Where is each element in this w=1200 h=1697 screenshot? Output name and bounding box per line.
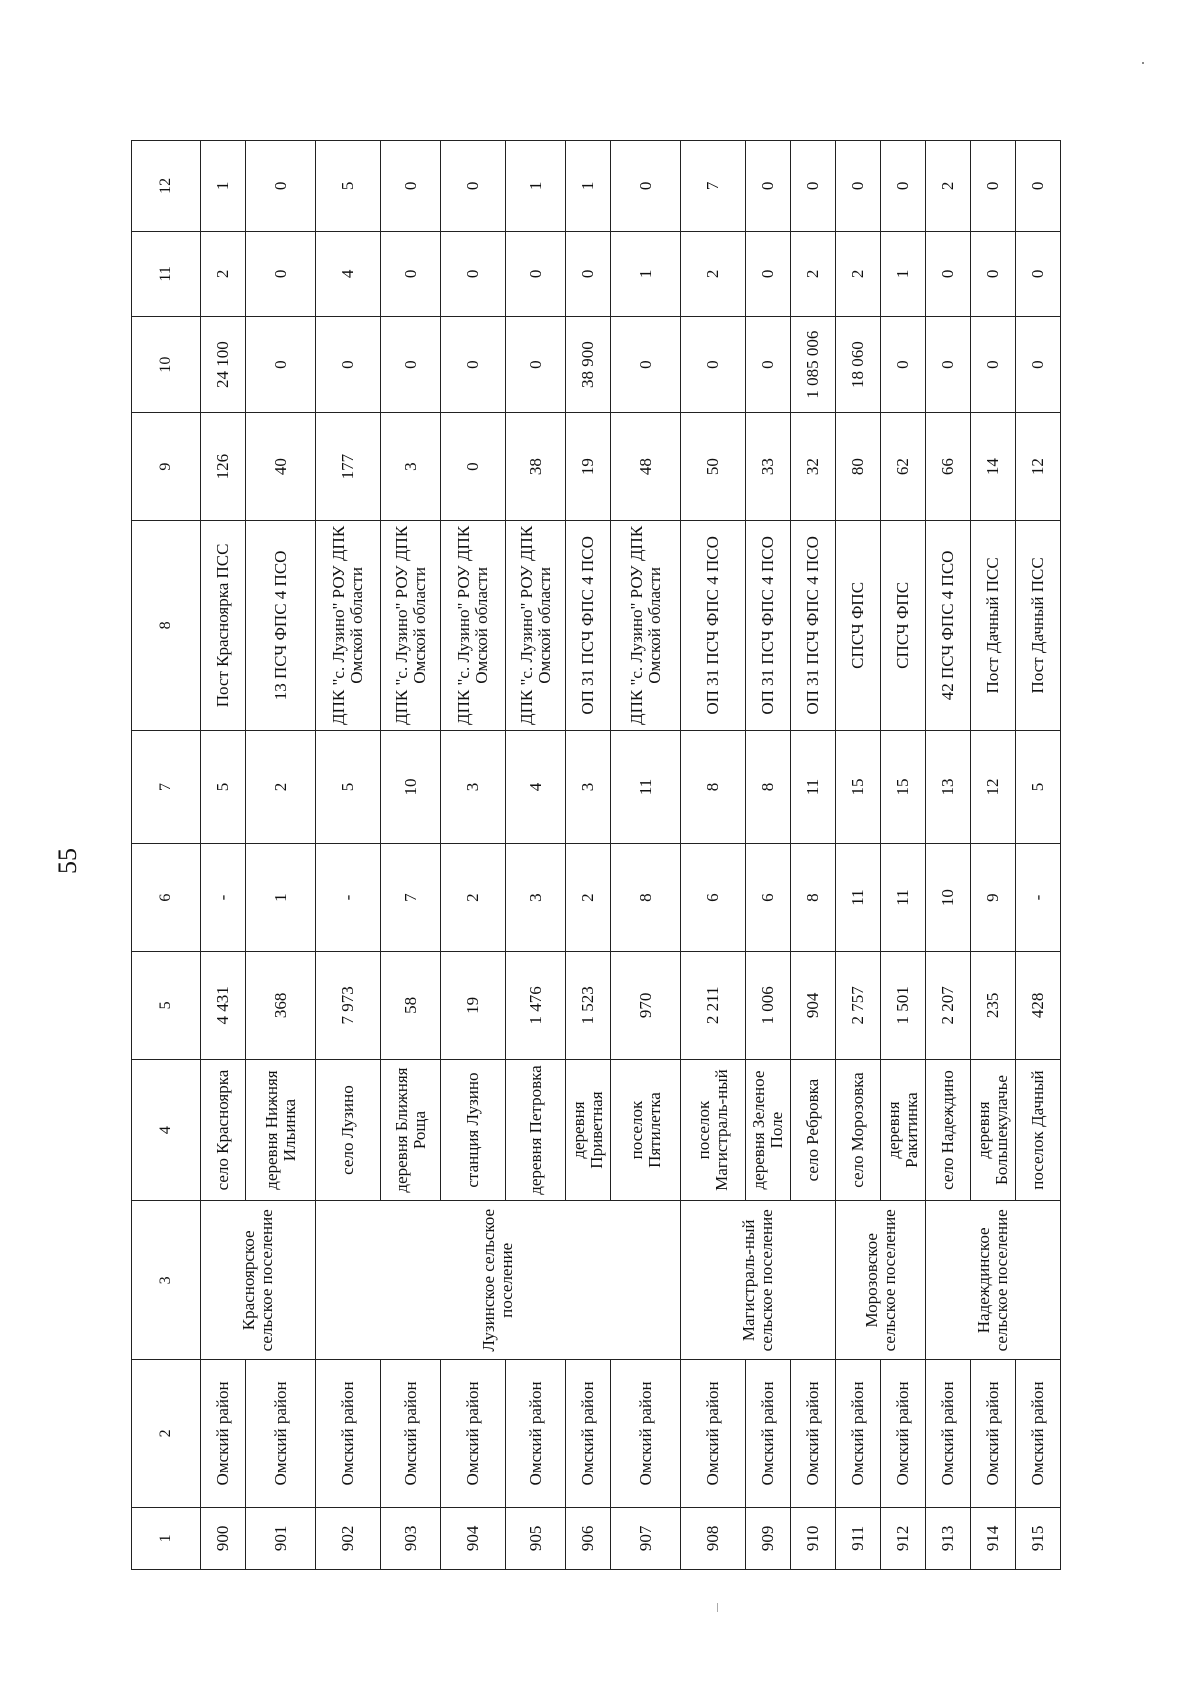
value-cell: 7	[381, 844, 441, 952]
value-cell: 9	[971, 844, 1016, 952]
value-cell: 1	[246, 844, 316, 952]
locality-cell: село Красноярка	[201, 1059, 246, 1201]
locality-cell: село Морозовка	[836, 1059, 881, 1201]
column-number: 4	[132, 1059, 201, 1201]
district-cell: Омский район	[381, 1360, 441, 1507]
fire-unit-cell: 42 ПСЧ ФПС 4 ПСО	[926, 520, 971, 730]
row-number-cell: 903	[381, 1507, 441, 1569]
fire-unit-cell: Пост Дачный ПСС	[1016, 520, 1061, 730]
value-cell: 0	[926, 231, 971, 316]
value-cell: 11	[611, 730, 681, 843]
fire-unit-cell: ОП 31 ПСЧ ФПС 4 ПСО	[746, 520, 791, 730]
value-cell: 8	[611, 844, 681, 952]
value-cell: 0	[611, 141, 681, 232]
value-cell: 2	[836, 231, 881, 316]
value-cell: 0	[441, 141, 506, 232]
locality-cell: деревня Ракитинка	[881, 1059, 926, 1201]
value-cell: 1	[881, 231, 926, 316]
settlement-group-cell: Магистраль-ный сельское поселение	[681, 1201, 836, 1360]
value-cell: 10	[926, 844, 971, 952]
column-number: 1	[132, 1507, 201, 1569]
row-number-cell: 911	[836, 1507, 881, 1569]
value-cell: 48	[611, 413, 681, 521]
settlement-group-cell: Морозовское сельское поселение	[836, 1201, 926, 1360]
population-cell: 58	[381, 951, 441, 1059]
population-cell: 970	[611, 951, 681, 1059]
value-cell: 0	[746, 316, 791, 412]
value-cell: 0	[681, 316, 746, 412]
column-number: 3	[132, 1201, 201, 1360]
locality-cell: деревня Ближняя Роща	[381, 1059, 441, 1201]
district-cell: Омский район	[611, 1360, 681, 1507]
column-number: 8	[132, 520, 201, 730]
district-cell: Омский район	[506, 1360, 566, 1507]
population-cell: 7 973	[316, 951, 381, 1059]
value-cell: 0	[246, 316, 316, 412]
row-number-cell: 913	[926, 1507, 971, 1569]
row-number-cell: 904	[441, 1507, 506, 1569]
fire-unit-cell: 13 ПСЧ ФПС 4 ПСО	[246, 520, 316, 730]
value-cell: 1	[506, 141, 566, 232]
value-cell: 0	[746, 231, 791, 316]
value-cell: 1	[611, 231, 681, 316]
value-cell: 6	[746, 844, 791, 952]
population-cell: 1 476	[506, 951, 566, 1059]
row-number-cell: 910	[791, 1507, 836, 1569]
value-cell: 0	[246, 231, 316, 316]
value-cell: 19	[566, 413, 611, 521]
value-cell: -	[201, 844, 246, 952]
fire-unit-cell: ДПК "с. Лузино" РОУ ДПК Омской области	[506, 520, 566, 730]
population-cell: 904	[791, 951, 836, 1059]
district-cell: Омский район	[681, 1360, 746, 1507]
value-cell: 0	[746, 141, 791, 232]
value-cell: 3	[566, 730, 611, 843]
population-cell: 428	[1016, 951, 1061, 1059]
value-cell: 177	[316, 413, 381, 521]
table-row	[681, 141, 746, 1570]
fire-unit-cell: ДПК "с. Лузино" РОУ ДПК Омской области	[611, 520, 681, 730]
value-cell: 0	[441, 316, 506, 412]
value-cell: 12	[1016, 413, 1061, 521]
row-number-cell: 908	[681, 1507, 746, 1569]
value-cell: 14	[971, 413, 1016, 521]
table-row	[316, 141, 381, 1570]
settlements-table	[131, 140, 1061, 1570]
row-number-cell: 906	[566, 1507, 611, 1569]
settlement-group-cell: Надеждинское сельское поселение	[926, 1201, 1061, 1360]
locality-cell: деревня Приветная	[566, 1059, 611, 1201]
value-cell: 0	[506, 316, 566, 412]
column-number: 12	[132, 141, 201, 232]
fire-unit-cell: ОП 31 ПСЧ ФПС 4 ПСО	[791, 520, 836, 730]
table-row	[201, 141, 246, 1570]
value-cell: 2	[441, 844, 506, 952]
fire-unit-cell: ДПК "с. Лузино" РОУ ДПК Омской области	[441, 520, 506, 730]
value-cell: 0	[381, 316, 441, 412]
population-cell: 4 431	[201, 951, 246, 1059]
fire-unit-cell: СПСЧ ФПС	[881, 520, 926, 730]
rotated-table-frame	[131, 140, 1061, 1570]
value-cell: 0	[1016, 231, 1061, 316]
value-cell: 0	[836, 141, 881, 232]
population-cell: 1 523	[566, 951, 611, 1059]
district-cell: Омский район	[836, 1360, 881, 1507]
locality-cell: деревня Большекулачье	[971, 1059, 1016, 1201]
value-cell: 0	[566, 231, 611, 316]
value-cell: 66	[926, 413, 971, 521]
value-cell: 2	[926, 141, 971, 232]
value-cell: 2	[566, 844, 611, 952]
district-cell: Омский район	[316, 1360, 381, 1507]
value-cell: 0	[971, 316, 1016, 412]
column-number: 5	[132, 951, 201, 1059]
column-number: 10	[132, 316, 201, 412]
value-cell: 0	[506, 231, 566, 316]
population-cell: 1 501	[881, 951, 926, 1059]
column-number-row	[132, 141, 201, 1570]
value-cell: 0	[926, 316, 971, 412]
value-cell: 0	[881, 141, 926, 232]
value-cell: -	[316, 844, 381, 952]
column-number: 7	[132, 730, 201, 843]
value-cell: 5	[1016, 730, 1061, 843]
value-cell: 2	[201, 231, 246, 316]
fire-unit-cell: ДПК "с. Лузино" РОУ ДПК Омской области	[316, 520, 381, 730]
value-cell: 15	[881, 730, 926, 843]
value-cell: 0	[611, 316, 681, 412]
value-cell: 11	[881, 844, 926, 952]
value-cell: 0	[441, 413, 506, 521]
district-cell: Омский район	[441, 1360, 506, 1507]
value-cell: 38 900	[566, 316, 611, 412]
value-cell: 3	[381, 413, 441, 521]
value-cell: 0	[441, 231, 506, 316]
row-number-cell: 909	[746, 1507, 791, 1569]
locality-cell: село Лузино	[316, 1059, 381, 1201]
value-cell: 11	[791, 730, 836, 843]
value-cell: 7	[681, 141, 746, 232]
value-cell: 5	[316, 141, 381, 232]
value-cell: 3	[441, 730, 506, 843]
value-cell: 13	[926, 730, 971, 843]
value-cell: 8	[681, 730, 746, 843]
value-cell: 1 085 006	[791, 316, 836, 412]
value-cell: 2	[246, 730, 316, 843]
population-cell: 1 006	[746, 951, 791, 1059]
table-body	[132, 141, 1061, 1570]
value-cell: 33	[746, 413, 791, 521]
row-number-cell: 912	[881, 1507, 926, 1569]
value-cell: 38	[506, 413, 566, 521]
fire-unit-cell: Пост Дачный ПСС	[971, 520, 1016, 730]
value-cell: 12	[971, 730, 1016, 843]
value-cell: 0	[791, 141, 836, 232]
district-cell: Омский район	[881, 1360, 926, 1507]
value-cell: 0	[381, 141, 441, 232]
population-cell: 235	[971, 951, 1016, 1059]
value-cell: 50	[681, 413, 746, 521]
value-cell: 4	[506, 730, 566, 843]
table-row	[836, 141, 881, 1570]
locality-cell: деревня Петровка	[506, 1059, 566, 1201]
column-number: 2	[132, 1360, 201, 1507]
value-cell: 0	[246, 141, 316, 232]
locality-cell: село Надеждино	[926, 1059, 971, 1201]
settlement-group-cell: Лузинское сельское поселение	[316, 1201, 681, 1360]
population-cell: 2 207	[926, 951, 971, 1059]
fire-unit-cell: ОП 31 ПСЧ ФПС 4 ПСО	[566, 520, 611, 730]
value-cell: 4	[316, 231, 381, 316]
district-cell: Омский район	[246, 1360, 316, 1507]
value-cell: 18 060	[836, 316, 881, 412]
value-cell: 11	[836, 844, 881, 952]
locality-cell: поселок Пятилетка	[611, 1059, 681, 1201]
value-cell: 80	[836, 413, 881, 521]
district-cell: Омский район	[1016, 1360, 1061, 1507]
page-number: 55	[53, 848, 82, 874]
row-number-cell: 901	[246, 1507, 316, 1569]
value-cell: 2	[791, 231, 836, 316]
locality-cell: поселок Магистраль-ный	[681, 1059, 746, 1201]
scan-mark	[717, 1603, 718, 1612]
value-cell: 5	[201, 730, 246, 843]
column-number: 9	[132, 413, 201, 521]
value-cell: 0	[316, 316, 381, 412]
locality-cell: деревня Нижняя Ильинка	[246, 1059, 316, 1201]
fire-unit-cell: ОП 31 ПСЧ ФПС 4 ПСО	[681, 520, 746, 730]
value-cell: 3	[506, 844, 566, 952]
value-cell: 1	[566, 141, 611, 232]
row-number-cell: 905	[506, 1507, 566, 1569]
value-cell: 2	[681, 231, 746, 316]
row-number-cell: 907	[611, 1507, 681, 1569]
settlement-group-cell: Красноярское сельское поселение	[201, 1201, 316, 1360]
value-cell: 62	[881, 413, 926, 521]
population-cell: 2 757	[836, 951, 881, 1059]
district-cell: Омский район	[971, 1360, 1016, 1507]
value-cell: 1	[201, 141, 246, 232]
population-cell: 19	[441, 951, 506, 1059]
value-cell: 32	[791, 413, 836, 521]
value-cell: -	[1016, 844, 1061, 952]
value-cell: 126	[201, 413, 246, 521]
value-cell: 0	[971, 231, 1016, 316]
locality-cell: станция Лузино	[441, 1059, 506, 1201]
value-cell: 0	[381, 231, 441, 316]
population-cell: 368	[246, 951, 316, 1059]
district-cell: Омский район	[201, 1360, 246, 1507]
fire-unit-cell: Пост Красноярка ПСС	[201, 520, 246, 730]
fire-unit-cell: СПСЧ ФПС	[836, 520, 881, 730]
value-cell: 0	[971, 141, 1016, 232]
value-cell: 5	[316, 730, 381, 843]
district-cell: Омский район	[926, 1360, 971, 1507]
value-cell: 10	[381, 730, 441, 843]
value-cell: 6	[681, 844, 746, 952]
district-cell: Омский район	[791, 1360, 836, 1507]
locality-cell: деревня Зеленое Поле	[746, 1059, 791, 1201]
population-cell: 2 211	[681, 951, 746, 1059]
value-cell: 24 100	[201, 316, 246, 412]
value-cell: 0	[881, 316, 926, 412]
row-number-cell: 915	[1016, 1507, 1061, 1569]
value-cell: 8	[746, 730, 791, 843]
row-number-cell: 914	[971, 1507, 1016, 1569]
value-cell: 0	[1016, 141, 1061, 232]
value-cell: 40	[246, 413, 316, 521]
locality-cell: село Ребровка	[791, 1059, 836, 1201]
value-cell: 15	[836, 730, 881, 843]
district-cell: Омский район	[746, 1360, 791, 1507]
value-cell: 0	[1016, 316, 1061, 412]
fire-unit-cell: ДПК "с. Лузино" РОУ ДПК Омской области	[381, 520, 441, 730]
scan-speck	[1142, 62, 1144, 64]
locality-cell: поселок Дачный	[1016, 1059, 1061, 1201]
district-cell: Омский район	[566, 1360, 611, 1507]
column-number: 6	[132, 844, 201, 952]
value-cell: 8	[791, 844, 836, 952]
column-number: 11	[132, 231, 201, 316]
row-number-cell: 902	[316, 1507, 381, 1569]
row-number-cell: 900	[201, 1507, 246, 1569]
table-row	[926, 141, 971, 1570]
